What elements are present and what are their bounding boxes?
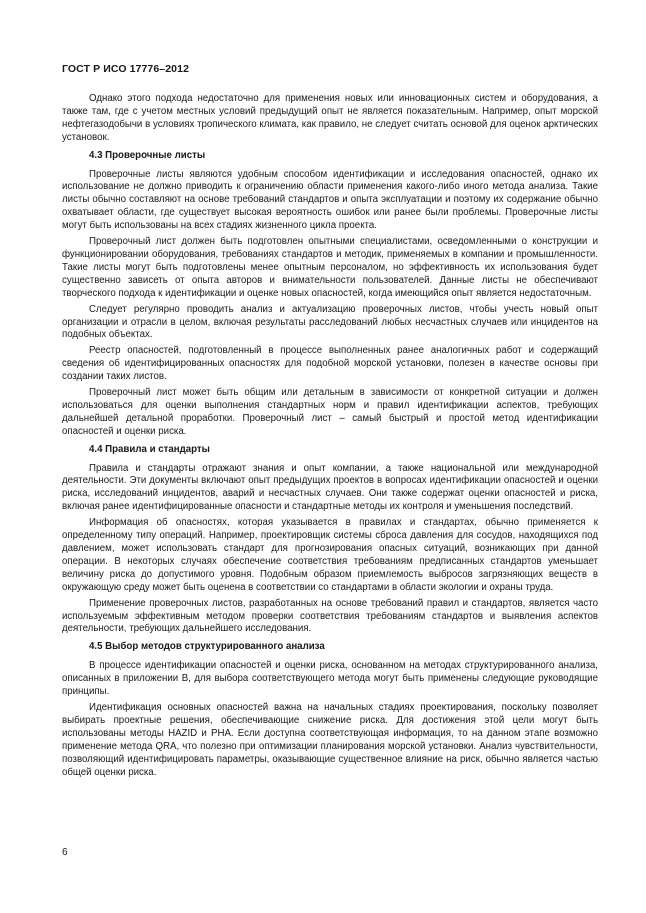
paragraph: Проверочный лист может быть общим или детальным в зависимости от конкретной ситуации и должен использоваться для оценки выполнения стандартных норм и правил идентификации аспектов, требующих дальнейшей детальной проработки. Проверочный лист – самый быстрый и простой метод идентификации опасностей и оценки риска. <box>62 387 598 437</box>
section-heading: 4.3 Проверочные листы <box>89 149 206 161</box>
paragraph: Применение проверочных листов, разработанных на основе требований правил и стандартов, является часто используемым эффективным методом проверки соответствия требованиям стандартов и выявления аспектов деятельности, требующих дальнейшего исследования. <box>62 597 598 635</box>
section-heading: 4.4 Правила и стандарты <box>89 443 210 455</box>
paragraph: Реестр опасностей, подготовленный в процессе выполненных ранее аналогичных работ и содержащий сведения об идентифицированных опасностях для подобной морской установки, полезен в качестве основы при создании таких листов. <box>62 345 598 383</box>
paragraph: Однако этого подхода недостаточно для применения новых или инновационных систем и оборудования, а также там, где с учетом местных условий предыдущий опыт не является показательным. Например, опыт морской нефтегазодобычи в условиях тропического климата, как правило, не следует считать основой для оценок арктических установок. <box>62 93 598 143</box>
section-heading: 4.5 Выбор методов структурированного анализа <box>89 641 325 653</box>
paragraph: Проверочные листы являются удобным способом идентификации и исследования опасностей, однако их использование не должно приводить к ограничению области применения какого-либо иного метода анализа. Такие листы обычно составляют на основе требований стандартов и опыта эксплуатации и поэтому их содержание обычно охватывает области, где существует высокая вероятность ошибок или ранее были проблемы. Проверочные листы могут быть использованы на всех стадиях жизненного цикла проекта. <box>62 168 598 232</box>
paragraph: Следует регулярно проводить анализ и актуализацию проверочных листов, чтобы учесть новый опыт организации и отрасли в целом, включая результаты расследований любых несчастных случаев или инцидентов на подобных объектах. <box>62 303 598 341</box>
page-number: 6 <box>62 847 68 858</box>
document-header: ГОСТ Р ИСО 17776–2012 <box>62 63 190 75</box>
paragraph: Проверочный лист должен быть подготовлен опытными специалистами, осведомленными о конструкции и функционировании оборудования, требованиях стандартов и методик, применяемых в компании и промышленности. Такие листы могут быть подготовлены менее опытным персоналом, но эффективность их использования будет существенно зависеть от опыта авторов и внимательности пользователей. Данные листы не обеспечивают творческого подхода к идентификации и оценке новых опасностей, когда имеющийся опыт является недостаточным. <box>62 236 598 299</box>
paragraph: Правила и стандарты отражают знания и опыт компании, а также национальной или международной деятельности. Эти документы включают опыт предыдущих проектов в вопросах идентификации опасностей и оценки риска, исследований инцидентов, аварий и несчастных случаев. Они также содержат оценки опасностей и риска, включая ранее идентифицированные опасности и стандартные методы их контроля и уменьшения последствий. <box>62 462 598 513</box>
paragraph: Информация об опасностях, которая указывается в правилах и стандартах, обычно применяется к определенному типу операций. Например, проектировщик системы сброса давления для сосудов, находящихся под давлением, может использовать стандарт для прогнозирования опасных ситуаций, возникающих при данной операции. В некоторых случаях обеспечение соответствия требованиям предписанных стандартов уменьшает величину риска до допустимого уровня. Подобным образом приемлемость выбросов загрязняющих веществ в окружающую среду может быть оценена в соответствии со стандартами в области экологии и охраны труда. <box>62 517 598 593</box>
paragraph: В процессе идентификации опасностей и оценки риска, основанном на методах структурированного анализа, описанных в приложении В, для выбора соответствующего метода могут быть применены следующие руководящие принципы. <box>62 660 598 698</box>
paragraph: Идентификация основных опасностей важна на начальных стадиях проектирования, поскольку позволяет выбирать проектные решения, обеспечивающие снижение риска. Для достижения этой цели могут быть использованы методы HAZID и PHA. Если доступна соответствующая информация, то на данном этапе возможно применение метода QRA, что полезно при оптимизации планирования морской установки. Анализ чувствительности, позволяющий идентифицировать параметры, оказывающие существенное влияние на риск, обычно является частью общей оценки риска. <box>62 701 598 778</box>
document-body <box>62 93 598 782</box>
